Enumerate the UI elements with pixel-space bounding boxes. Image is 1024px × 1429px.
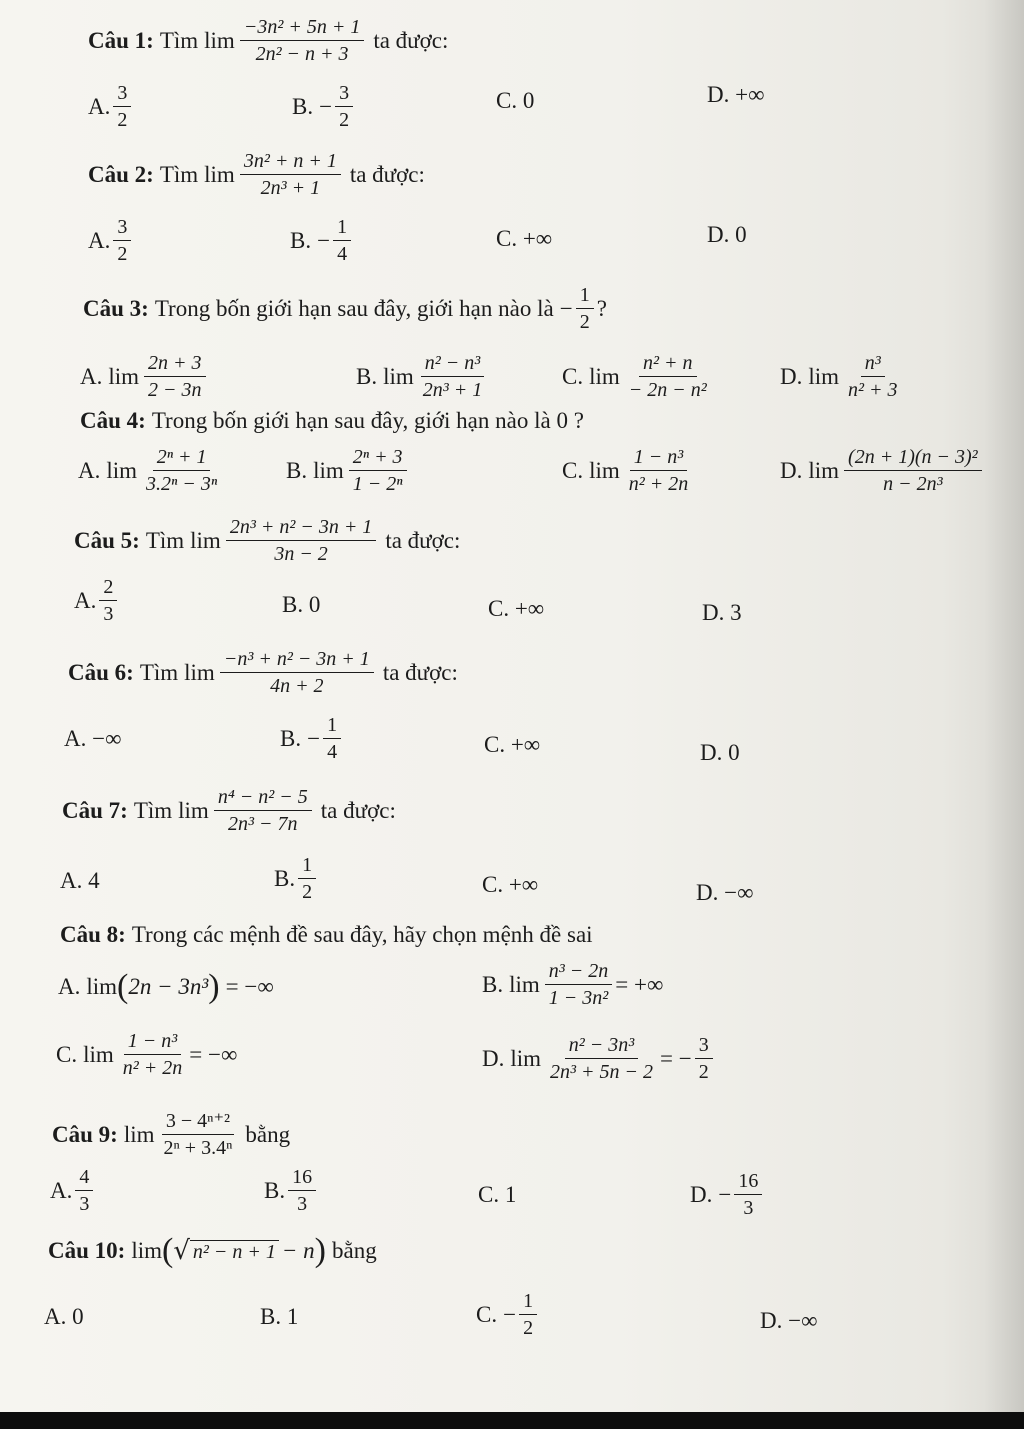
numerator: 2ⁿ + 1 <box>153 446 211 471</box>
option-4b <box>286 446 410 495</box>
radicand: n² − n + 1 <box>190 1240 279 1263</box>
fraction <box>220 648 374 697</box>
denominator: 3n − 2 <box>274 543 328 565</box>
fraction <box>240 150 341 199</box>
denominator: 2 <box>339 109 350 131</box>
question-prefix: Tìm <box>159 27 199 53</box>
numerator: 1 <box>323 714 341 739</box>
numerator: 16 <box>734 1170 762 1195</box>
option-label: C. <box>562 457 584 483</box>
question-label: Câu 5: <box>74 527 140 553</box>
question-8 <box>60 922 593 948</box>
fraction <box>142 446 221 495</box>
option-3b <box>356 352 489 401</box>
denominator: 3.2ⁿ − 3ⁿ <box>146 473 218 495</box>
denominator: 2 <box>579 311 590 333</box>
numerator: 2n + 3 <box>144 352 206 377</box>
fraction <box>113 82 131 131</box>
option-6a: A. −∞ <box>64 726 122 751</box>
option-6c: C. +∞ <box>484 732 541 757</box>
option-6b <box>280 714 344 763</box>
denominator: 3 <box>743 1197 754 1219</box>
denominator: 3 <box>79 1193 90 1215</box>
question-9 <box>52 1110 290 1159</box>
option-10c <box>476 1290 540 1339</box>
denominator: n − 2n³ <box>883 473 943 495</box>
denominator: 2n³ + 1 <box>260 177 321 199</box>
option-label: B. <box>356 363 378 389</box>
option-7d: D. −∞ <box>696 880 754 905</box>
fraction <box>240 16 364 65</box>
option-7b <box>274 854 319 903</box>
numerator: n³ − 2n <box>545 960 613 985</box>
numerator: 3 <box>695 1034 713 1059</box>
option-8d <box>482 1034 716 1083</box>
fraction <box>298 854 316 903</box>
question-suffix: bằng <box>245 1121 291 1147</box>
fraction <box>625 446 693 495</box>
numerator: 3 <box>335 82 353 107</box>
option-5c: C. +∞ <box>488 596 545 621</box>
numerator: 4 <box>75 1166 93 1191</box>
option-3c <box>562 352 714 401</box>
numerator: 3 − 4ⁿ⁺² <box>162 1110 234 1135</box>
option-label: C. <box>562 363 584 389</box>
option-8c <box>56 1030 237 1079</box>
option-label: D. <box>780 457 803 483</box>
question-suffix: ta được: <box>349 161 425 187</box>
fraction <box>844 446 982 495</box>
denominator: 3 <box>103 603 114 625</box>
denominator: 2n³ − 7n <box>228 813 298 835</box>
question-1 <box>88 16 448 65</box>
numerator: 1 <box>576 284 594 309</box>
lim-operator: lim <box>808 363 840 389</box>
expression-tail: − n <box>281 1238 315 1263</box>
option-2a <box>88 216 134 265</box>
right-hand-side: = − <box>660 1045 692 1071</box>
option-5d: D. 3 <box>702 600 742 625</box>
numerator: n² − 3n³ <box>565 1034 639 1059</box>
lim-operator: lim <box>86 974 118 999</box>
square-root: √ n² − n + 1 <box>173 1236 279 1266</box>
option-label: A. <box>74 587 97 613</box>
option-9a <box>50 1166 96 1215</box>
denominator: 4 <box>337 243 348 265</box>
denominator: − 2n − n² <box>628 379 707 401</box>
question-text: Trong bốn giới hạn sau đây, giới hạn nào là 0 ? <box>151 408 584 433</box>
question-prefix: Tìm <box>133 797 173 823</box>
option-10b: B. 1 <box>260 1304 299 1329</box>
numerator: n² − n³ <box>421 352 485 377</box>
fraction <box>159 1110 236 1159</box>
option-label: B. <box>292 93 314 119</box>
denominator: n² + 2n <box>628 473 689 495</box>
question-prefix: Tìm <box>139 659 179 685</box>
denominator: 2n³ + 1 <box>422 379 483 401</box>
question-prefix: Tìm <box>159 161 199 187</box>
numerator: −3n² + 5n + 1 <box>240 16 364 41</box>
page-shadow <box>984 0 1024 1412</box>
right-hand-side: = −∞ <box>225 974 274 999</box>
denominator: 1 − 2ⁿ <box>352 473 403 495</box>
question-label: Câu 3: <box>83 295 149 321</box>
numerator: 1 − n³ <box>124 1030 182 1055</box>
option-7a: A. 4 <box>60 868 100 893</box>
fraction <box>226 516 376 565</box>
numerator: 1 <box>298 854 316 879</box>
option-label: B. <box>286 457 308 483</box>
fraction <box>844 352 902 401</box>
lim-operator: lim <box>190 527 221 553</box>
denominator: 2 <box>117 109 128 131</box>
numerator: −n³ + n² − 3n + 1 <box>220 648 374 673</box>
question-10: Câu 10: lim ( √ n² − n + 1 − n ) bằng <box>48 1232 377 1269</box>
question-suffix: ? <box>596 295 607 321</box>
fraction <box>333 216 351 265</box>
fraction <box>545 960 613 1009</box>
numerator: n⁴ − n² − 5 <box>214 786 312 811</box>
question-6 <box>68 648 458 697</box>
option-2b <box>290 216 354 265</box>
numerator: 3 <box>113 216 131 241</box>
option-9c: C. 1 <box>478 1182 517 1207</box>
numerator: 16 <box>288 1166 316 1191</box>
lim-operator: lim <box>589 363 620 389</box>
question-text: Trong các mệnh đề sau đây, hãy chọn mệnh đề sai <box>131 922 593 947</box>
option-label: D. <box>690 1181 713 1207</box>
lim-operator: lim <box>383 363 414 389</box>
numerator: 3n² + n + 1 <box>240 150 341 175</box>
numerator: 1 <box>333 216 351 241</box>
option-label: A. <box>58 974 81 999</box>
option-label: A. <box>80 363 103 389</box>
question-prefix: Tìm <box>145 527 185 553</box>
option-label: B. <box>290 227 312 253</box>
numerator: 2 <box>99 576 117 601</box>
sign: − <box>559 295 573 321</box>
fraction <box>419 352 487 401</box>
numerator: 2ⁿ + 3 <box>349 446 407 471</box>
fraction <box>576 284 594 333</box>
option-8a: A. lim ( 2n − 3n³ ) = −∞ <box>58 968 274 1005</box>
question-suffix: bằng <box>332 1238 377 1263</box>
lim-operator: lim <box>313 457 344 483</box>
fraction <box>734 1170 762 1219</box>
denominator: 1 − 3n² <box>548 987 609 1009</box>
fraction <box>113 216 131 265</box>
denominator: 4n + 2 <box>270 675 324 697</box>
question-suffix: ta được: <box>382 659 458 685</box>
denominator: 2 <box>523 1317 534 1339</box>
option-label: A. <box>78 457 101 483</box>
option-6d: D. 0 <box>700 740 740 765</box>
denominator: 2 <box>698 1061 709 1083</box>
sign: − <box>319 93 333 119</box>
option-label: B. <box>280 725 302 751</box>
question-label: Câu 8: <box>60 922 126 947</box>
question-label: Câu 2: <box>88 161 154 187</box>
question-3 <box>83 284 607 333</box>
question-label: Câu 9: <box>52 1121 118 1147</box>
denominator: n² + 3 <box>848 379 898 401</box>
denominator: 2n³ + 5n − 2 <box>550 1061 654 1083</box>
option-label: B. <box>264 1177 286 1203</box>
denominator: 2n² − n + 3 <box>255 43 349 65</box>
fraction <box>546 1034 657 1083</box>
fraction <box>75 1166 93 1215</box>
question-text: Trong bốn giới hạn sau đây, giới hạn nào là <box>154 295 554 321</box>
question-5 <box>74 516 460 565</box>
option-label: D. <box>482 1045 505 1071</box>
lim-operator: lim <box>108 363 140 389</box>
right-hand-side: = +∞ <box>615 971 664 997</box>
option-5b: B. 0 <box>282 592 321 617</box>
lim-operator: lim <box>83 1041 114 1067</box>
option-3a <box>80 352 209 401</box>
numerator: 2n³ + n² − 3n + 1 <box>226 516 376 541</box>
question-suffix: ta được: <box>373 27 449 53</box>
option-7c: C. +∞ <box>482 872 539 897</box>
lim-operator: lim <box>131 1238 162 1263</box>
fraction <box>519 1290 537 1339</box>
option-5a <box>74 576 120 625</box>
question-2 <box>88 150 425 199</box>
fraction <box>625 352 711 401</box>
option-9b <box>264 1166 319 1215</box>
numerator: 1 − n³ <box>630 446 688 471</box>
numerator: (2n + 1)(n − 3)² <box>844 446 982 471</box>
option-2c: C. +∞ <box>496 226 553 251</box>
option-4a <box>78 446 224 495</box>
denominator: 2 <box>117 243 128 265</box>
denominator: 2ⁿ + 3.4ⁿ <box>163 1137 233 1159</box>
numerator: 3 <box>113 82 131 107</box>
option-1c: C. 0 <box>496 88 535 113</box>
option-10a: A. 0 <box>44 1304 84 1329</box>
option-1a <box>88 82 134 131</box>
fraction <box>144 352 206 401</box>
question-suffix: ta được: <box>320 797 396 823</box>
lim-operator: lim <box>510 1045 542 1071</box>
lim-operator: lim <box>123 1121 155 1147</box>
option-9d <box>690 1170 765 1219</box>
fraction <box>349 446 407 495</box>
question-label: Câu 4: <box>80 408 146 433</box>
question-label: Câu 1: <box>88 27 154 53</box>
option-10d: D. −∞ <box>760 1308 818 1333</box>
denominator: 3 <box>297 1193 308 1215</box>
denominator: n² + 2n <box>122 1057 183 1079</box>
option-label: B. <box>274 865 296 891</box>
lim-operator: lim <box>178 797 209 823</box>
fraction <box>288 1166 316 1215</box>
numerator: n² + n <box>639 352 697 377</box>
sign: − <box>718 1181 732 1207</box>
question-label: Câu 10: <box>48 1238 126 1263</box>
denominator: 2 − 3n <box>148 379 202 401</box>
option-4c <box>562 446 695 495</box>
sign: − <box>503 1301 517 1327</box>
option-label: A. <box>50 1177 73 1203</box>
fraction <box>119 1030 187 1079</box>
lim-operator: lim <box>184 659 215 685</box>
sign: − <box>317 227 331 253</box>
option-label: A. <box>88 227 111 253</box>
option-1b <box>292 82 356 131</box>
option-4d <box>780 446 985 495</box>
question-7 <box>62 786 396 835</box>
option-label: C. <box>476 1301 498 1327</box>
denominator: 2 <box>302 881 313 903</box>
question-4 <box>80 408 584 434</box>
fraction <box>99 576 117 625</box>
lim-operator: lim <box>589 457 620 483</box>
lim-operator: lim <box>808 457 840 483</box>
question-suffix: ta được: <box>385 527 461 553</box>
denominator: 4 <box>327 741 338 763</box>
lim-operator: lim <box>106 457 138 483</box>
bottom-edge-bar <box>0 1412 1024 1429</box>
fraction <box>214 786 312 835</box>
inner-expression: 2n − 3n³ <box>128 974 209 999</box>
option-label: B. <box>482 971 504 997</box>
option-8b <box>482 960 663 1009</box>
numerator: n³ <box>861 352 885 377</box>
option-3d <box>780 352 905 401</box>
option-label: D. <box>780 363 803 389</box>
lim-operator: lim <box>204 27 235 53</box>
sign: − <box>307 725 321 751</box>
option-2d: D. 0 <box>707 222 747 247</box>
fraction <box>323 714 341 763</box>
option-label: C. <box>56 1041 78 1067</box>
option-1d: D. +∞ <box>707 82 765 107</box>
lim-operator: lim <box>204 161 235 187</box>
fraction <box>695 1034 713 1083</box>
question-label: Câu 6: <box>68 659 134 685</box>
fraction <box>335 82 353 131</box>
numerator: 1 <box>519 1290 537 1315</box>
question-label: Câu 7: <box>62 797 128 823</box>
option-label: A. <box>88 93 111 119</box>
lim-operator: lim <box>509 971 540 997</box>
right-hand-side: = −∞ <box>189 1041 238 1067</box>
